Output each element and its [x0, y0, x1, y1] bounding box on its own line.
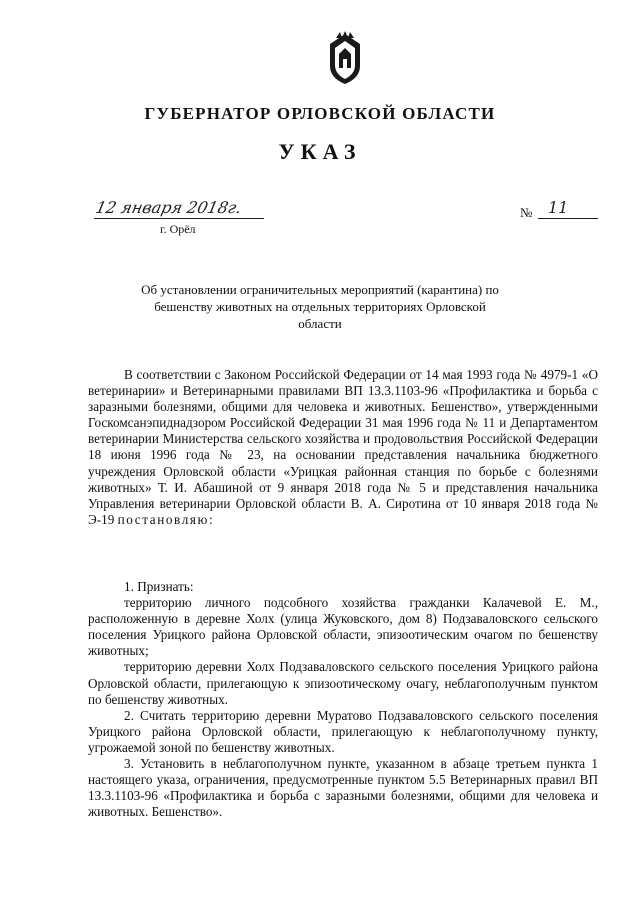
item-1-paragraph-a: территорию личного подсобного хозяйства гражданки Калачевой Е. М., расположенную в деревне Холх (улица Жуковского, дом 8) Подзаваловского сельского поселения Урицкого района Орловской области, эпизоотическим очагом по бешенству животных; — [88, 595, 598, 659]
decree-title: УКАЗ — [278, 139, 362, 164]
preamble — [88, 367, 598, 528]
item-1-paragraph-b: территорию деревни Холх Подзаваловского сельского поселения Урицкого района Орловской области, прилегающую к эпизоотическому очагу, неблагополучным пунктом по бешенству животных. — [88, 659, 598, 707]
item-1-title: 1. Признать: — [124, 579, 194, 594]
decree-date: 12 января 2018г. — [93, 198, 244, 217]
decree-city: г. Орёл — [160, 222, 196, 236]
resolve-word: постановляю: — [117, 511, 215, 527]
number-label: № — [520, 205, 533, 220]
preamble-text: В соответствии с Законом Российской Федерации от 14 мая 1993 года № 4979-1 «О ветеринарии» и Ветеринарными правилами ВП 13.3.1103-96 «Профилактика и борьба с заразными болезнями, общими для человека и животных. Бешенство», утвержденными Госкомсанэпиднадзором Российской Федерации 31 мая 1996 года № 11 и Департаментом ветеринарии Министерства сельского хозяйства и продовольствия Российской Федерации 18 июня 1996 года № 23, на основании представления начальника бюджетного учреждения Орловской области «Урицкая районная станция по борьбе с болезнями животных» Т. И. Абашиной от 9 января 2018 года № 5 и представления начальника Управления ветеринарии Орловской области В. А. Сиротина от 10 января 2018 года № Э-19 — [88, 367, 598, 527]
decree-subject: Об установлении ограничительных мероприятий (карантина) по бешенству животных на отдельных территориях Орловской области — [141, 282, 499, 331]
decree-items — [88, 579, 598, 820]
number-underline — [538, 218, 598, 219]
decree-number: 11 — [548, 198, 569, 217]
governor-title: ГУБЕРНАТОР ОРЛОВСКОЙ ОБЛАСТИ — [144, 104, 496, 123]
item-3: 3. Установить в неблагополучном пункте, указанном в абзаце третьем пункта 1 настоящего указа, ограничения, предусмотренные пунктом 5.5 Ветеринарных правил ВП 13.3.1103-96 «Профилактика и борьба с заразными болезнями, общими для человека и животных. Бешенство». — [88, 756, 598, 820]
item-2: 2. Считать территорию деревни Муратово Подзаваловского сельского поселения Урицкого района Орловской области, прилегающую к неблагополучному пункту, угрожаемой зоной по бешенству животных. — [88, 707, 598, 755]
coat-of-arms-icon — [322, 30, 368, 86]
date-underline — [94, 218, 264, 219]
